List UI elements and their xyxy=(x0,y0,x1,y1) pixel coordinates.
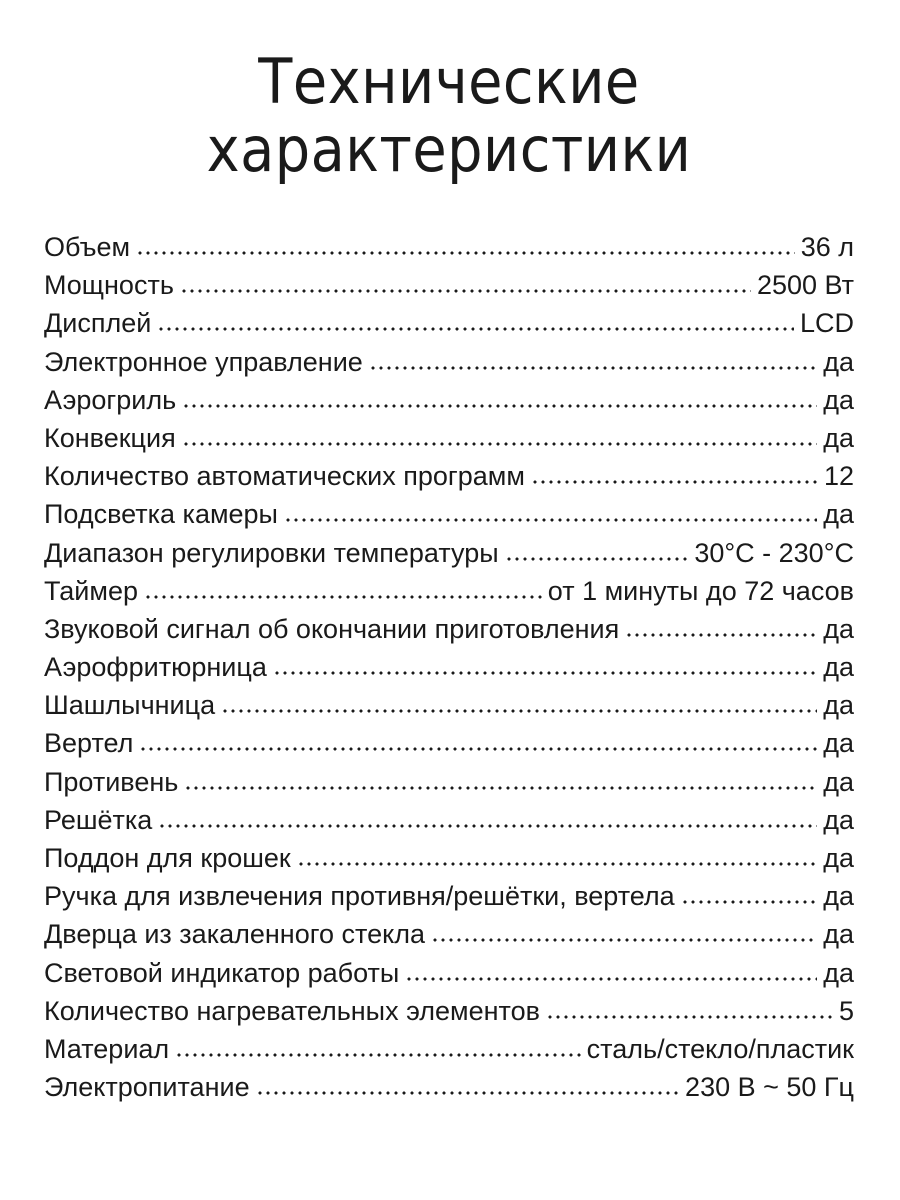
dot-leader xyxy=(157,326,794,332)
spec-label: Подсветка камеры xyxy=(44,499,278,530)
spec-row xyxy=(44,572,854,610)
spec-value: LCD xyxy=(799,308,854,339)
spec-row xyxy=(44,648,854,686)
spec-value: да xyxy=(823,919,854,950)
page-title xyxy=(85,45,814,186)
spec-value: да xyxy=(823,957,854,988)
dot-leader xyxy=(625,632,817,638)
spec-label: Вертел xyxy=(44,728,134,759)
spec-label: Диапазон регулировки температуры xyxy=(44,537,499,568)
dot-leader xyxy=(284,517,817,523)
dot-leader xyxy=(256,1090,679,1096)
dot-leader xyxy=(136,250,795,256)
spec-label: Решётка xyxy=(44,804,153,835)
spec-row xyxy=(44,1068,854,1106)
spec-row xyxy=(44,915,854,953)
spec-row xyxy=(44,228,854,266)
spec-row xyxy=(44,343,854,381)
page-title-line-1: Технические xyxy=(258,45,640,118)
dot-leader xyxy=(369,365,817,371)
spec-value: да xyxy=(823,384,854,415)
spec-label: Поддон для крошек xyxy=(44,843,291,873)
dot-leader xyxy=(431,937,817,943)
dot-leader xyxy=(182,441,818,447)
spec-list xyxy=(44,228,854,1106)
spec-row xyxy=(44,724,854,762)
spec-row xyxy=(44,686,854,724)
spec-label: Дверца из закаленного стекла xyxy=(44,919,425,950)
spec-value: 5 xyxy=(838,995,854,1026)
spec-label: Электропитание xyxy=(44,1072,250,1103)
spec-label: Количество автоматических программ xyxy=(44,461,525,492)
dot-leader xyxy=(681,899,818,905)
spec-label: Ручка для извлечения противня/решётки, вертела xyxy=(44,881,675,912)
spec-row xyxy=(44,266,854,304)
spec-row xyxy=(44,419,854,457)
spec-label: Звуковой сигнал об окончании приготовления xyxy=(44,613,620,644)
page-title-line-2: характеристики xyxy=(206,113,692,186)
dot-leader xyxy=(546,1014,833,1020)
dot-leader xyxy=(144,594,542,600)
spec-label: Электронное управление xyxy=(44,346,363,377)
dot-leader xyxy=(405,976,817,982)
spec-label: Материал xyxy=(44,1033,170,1064)
spec-value: да xyxy=(823,346,854,377)
spec-label: Мощность xyxy=(44,270,174,301)
spec-row xyxy=(44,877,854,915)
dot-leader xyxy=(175,1052,581,1058)
spec-value: 12 xyxy=(823,461,854,492)
spec-value: да xyxy=(823,652,854,683)
spec-value: да xyxy=(823,804,854,835)
spec-label: Таймер xyxy=(44,575,138,606)
spec-label: Аэрогриль xyxy=(44,384,177,415)
spec-label: Световой индикатор работы xyxy=(44,957,400,988)
spec-label: Дисплей xyxy=(44,308,152,339)
spec-value: да xyxy=(823,613,854,644)
spec-row xyxy=(44,534,854,572)
dot-leader xyxy=(221,708,817,714)
spec-row xyxy=(44,304,854,342)
dot-leader xyxy=(297,861,817,867)
spec-row xyxy=(44,610,854,648)
dot-leader xyxy=(182,403,817,409)
spec-value: да xyxy=(823,728,854,759)
spec-row xyxy=(44,495,854,533)
spec-label: Противень xyxy=(44,766,179,797)
spec-value: сталь/стекло/пластик xyxy=(586,1033,854,1064)
spec-value: да xyxy=(823,499,854,530)
spec-label: Объем xyxy=(44,232,131,262)
spec-value: да xyxy=(823,843,854,873)
dot-leader xyxy=(505,556,689,562)
dot-leader xyxy=(180,288,751,294)
spec-label: Количество нагревательных элементов xyxy=(44,995,540,1026)
spec-row xyxy=(44,457,854,495)
spec-row xyxy=(44,992,854,1030)
spec-value: да xyxy=(823,881,854,912)
spec-label: Аэрофритюрница xyxy=(44,652,267,683)
spec-row xyxy=(44,1030,854,1068)
spec-row xyxy=(44,839,854,877)
spec-value: 2500 Вт xyxy=(756,270,854,301)
spec-row xyxy=(44,801,854,839)
spec-value: да xyxy=(823,422,854,453)
dot-leader xyxy=(273,670,817,676)
spec-value: да xyxy=(823,766,854,797)
spec-label: Шашлычница xyxy=(44,690,216,721)
spec-value: 30°C - 230°C xyxy=(694,537,854,568)
dot-leader xyxy=(184,785,817,791)
spec-label: Конвекция xyxy=(44,422,176,453)
dot-leader xyxy=(139,746,817,752)
spec-value: 36 л xyxy=(800,232,854,262)
spec-value: от 1 минуты до 72 часов xyxy=(547,575,854,606)
dot-leader xyxy=(531,479,818,485)
spec-row xyxy=(44,763,854,801)
spec-value: 230 В ~ 50 Гц xyxy=(685,1072,854,1103)
spec-row xyxy=(44,381,854,419)
dot-leader xyxy=(158,823,817,829)
spec-value: да xyxy=(823,690,854,721)
spec-row xyxy=(44,954,854,992)
